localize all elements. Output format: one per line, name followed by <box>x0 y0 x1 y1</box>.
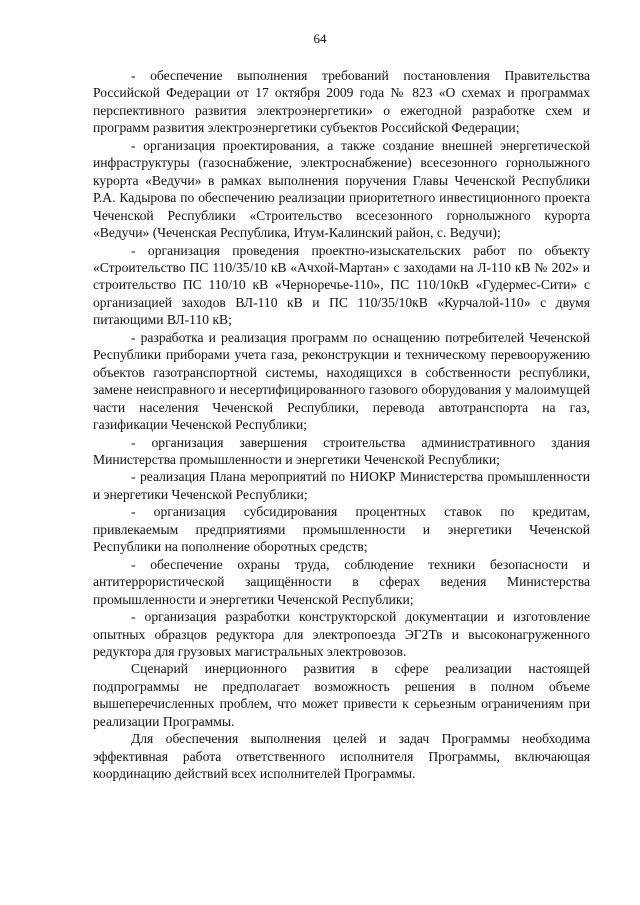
paragraph-1: - обеспечение выполнения требований постановления Правительства Российской Федерации от 17 октября 2009 года № 823 «О схемах и программах перспективного развития электроэнергетики» о ежегодной разработке схем и программ развития электроэнергетики субъектов Российской Федерации; <box>93 68 590 136</box>
paragraph-11: Для обеспечения выполнения целей и задач Программы необходима эффективная работа ответственного исполнителя Программы, включающая координацию действий всех исполнителей Программы. <box>93 731 590 782</box>
paragraph-5: - организация завершения строительства административного здания Министерства промышленности и энергетики Чеченской Республики; <box>93 434 590 467</box>
paragraph-7: - организация субсидирования процентных ставок по кредитам, привлекаемым предприятиями промышленности и энергетики Чеченской Республики на пополнение оборотных средств; <box>93 504 590 555</box>
paragraph-9: - организация разработки конструкторской документации и изготовление опытных образцов редуктора для электропоезда ЭГ2Тв и высоконагруженного редуктора для грузовых магистральных электровозов. <box>93 609 590 659</box>
paragraph-6: - реализация Плана мероприятий по НИОКР Министерства промышленности и энергетики Чеченской Республики; <box>93 469 590 502</box>
paragraph-2: - организация проектирования, а также создание внешней энергетической инфраструктуры (газоснабжение, электроснабжение) всесезонного горнолыжного курорта «Ведучи» в рамках выполнения поручения Главы Чеченской Республики Р.А. Кадырова по обеспечению реализации приоритетного инвестиционного проекта Чеченской Республики «Строительство всесезонного горнолыжного курорта «Ведучи» (Чеченская Республика, Итум-Калинский район, с. Ведучи); <box>93 137 590 241</box>
body-text <box>93 67 590 783</box>
paragraph-10: Сценарий инерционного развития в сфере реализации настоящей подпрограммы не предполагает возможность решения в полном объеме вышеперечисленных проблем, что может привести к серьезным ограничениям при реализации Программы. <box>93 661 590 729</box>
paragraph-3: - организация проведения проектно-изыскательских работ по объекту «Строительство ПС 110/35/10 кВ «Ачхой-Мартан» с заходами на Л-110 кВ № 202» и строительство ПС 110/10 кВ «Черноречье-110», ПС 110/10кВ «Гудермес-Сити» с организацией заходов ВЛ-110 кВ и ПС 110/35/10кВ «Курчалой-110» с двумя питающими ВЛ-110 кВ; <box>93 242 590 328</box>
paragraph-4: - разработка и реализация программ по оснащению потребителей Чеченской Республики приборами учета газа, реконструкции и техническому перевооружению объектов газотранспортной системы, находящихся в собственности республики, замене неисправного и несертифицированного газового оборудования у малоимущей части населения Чеченской Республики, перевода автотранспорта на газ, газификации Чеченской Республики; <box>93 329 590 433</box>
page-number: 64 <box>313 31 327 46</box>
paragraph-8: - обеспечение охраны труда, соблюдение техники безопасности и антитеррористической защищённости в сферах ведения Министерства промышленности и энергетики Чеченской Республики; <box>93 556 590 607</box>
